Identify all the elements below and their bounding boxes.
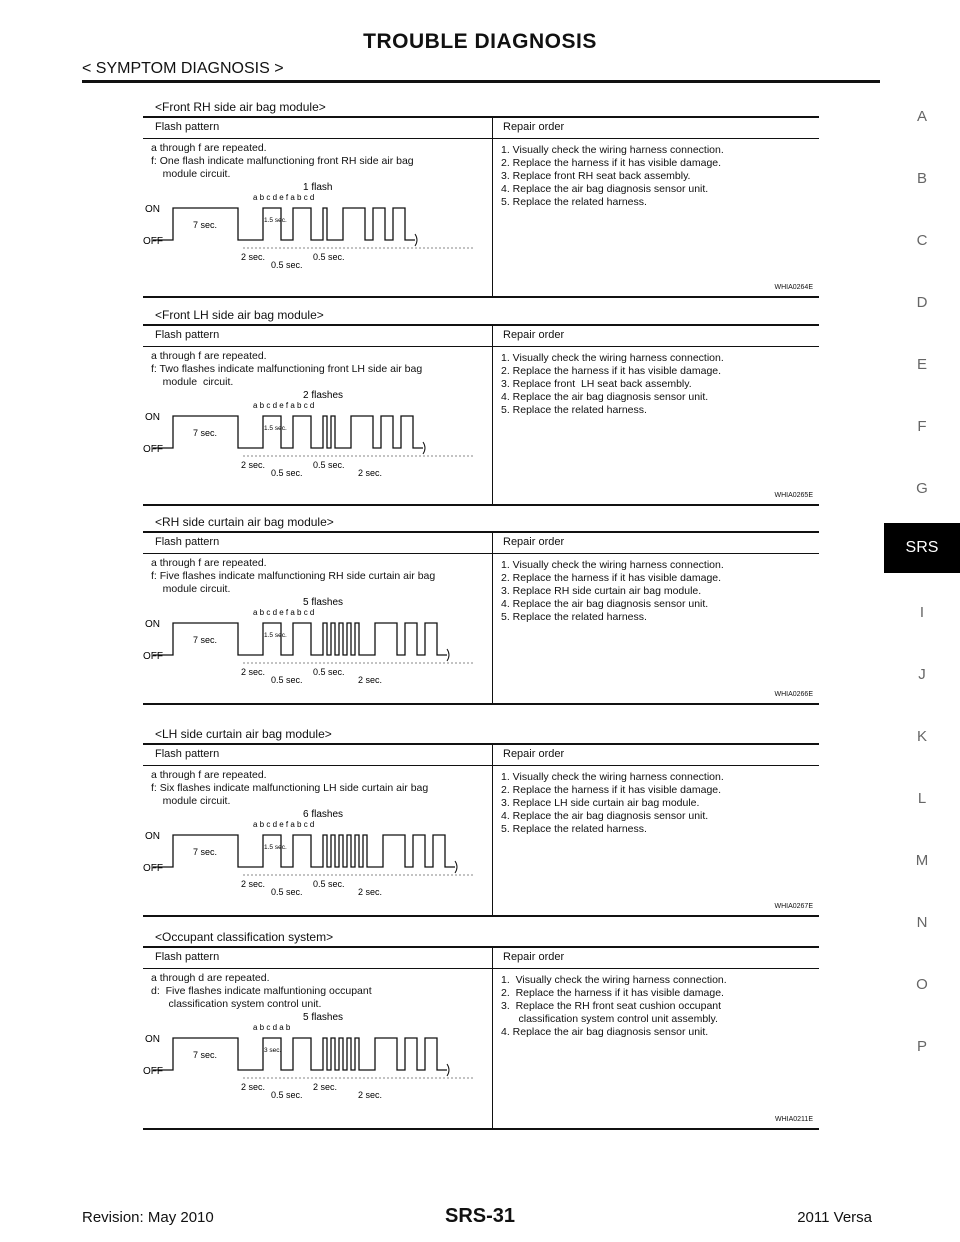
break-mark bbox=[447, 1064, 449, 1076]
duration-2sec-b: 2 sec. bbox=[358, 675, 383, 685]
break-mark bbox=[415, 234, 417, 246]
repair-step: 4. Replace the air bag diagnosis sensor unit. bbox=[501, 391, 709, 403]
duration-15sec: 3 sec. bbox=[264, 1047, 282, 1054]
col-repair-order: Repair order bbox=[503, 951, 565, 963]
flash-pattern-diagram bbox=[143, 1010, 492, 1126]
section-title: <Occupant classification system> bbox=[155, 930, 334, 944]
on-label: ON bbox=[145, 204, 160, 215]
flashes-label: 6 flashes bbox=[303, 809, 344, 820]
waveform-svg bbox=[143, 595, 483, 701]
duration-2sec: 2 sec. bbox=[241, 667, 266, 677]
flash-pattern-diagram bbox=[143, 595, 492, 701]
duration-05sec: 0.5 sec. bbox=[271, 468, 303, 478]
table-header bbox=[143, 745, 819, 766]
repair-step: 4. Replace the air bag diagnosis sensor unit. bbox=[501, 1026, 709, 1038]
repair-steps bbox=[501, 771, 724, 836]
repair-step: 1. Visually check the wiring harness connection. bbox=[501, 144, 724, 156]
col-repair-order: Repair order bbox=[503, 121, 565, 133]
repair-step: 1. Visually check the wiring harness connection. bbox=[501, 974, 727, 986]
repair-step: 2. Replace the harness if it has visible damage. bbox=[501, 157, 722, 169]
description-line: a through f are repeated. bbox=[151, 557, 267, 569]
description-line: f: Six flashes indicate malfunctioning LH side curtain air bag bbox=[151, 782, 429, 794]
tab-c[interactable]: C bbox=[916, 232, 928, 249]
column-divider bbox=[492, 118, 493, 296]
duration-05sec: 0.5 sec. bbox=[271, 1090, 303, 1100]
description-line: d: Five flashes indicate malfuntioning occupant bbox=[151, 985, 372, 997]
description-line: module circuit. bbox=[151, 583, 231, 595]
duration-2sec-b: 2 sec. bbox=[358, 887, 383, 897]
duration-05sec: 0.5 sec. bbox=[271, 260, 303, 270]
col-repair-order: Repair order bbox=[503, 329, 565, 341]
pattern-description bbox=[151, 769, 428, 808]
section-3 bbox=[143, 515, 819, 715]
tab-j[interactable]: J bbox=[918, 666, 926, 683]
figure-id: WHIA0211E bbox=[775, 1116, 813, 1123]
flash-table bbox=[143, 324, 819, 506]
tab-l[interactable]: L bbox=[917, 790, 927, 807]
repair-step: 5. Replace the related harness. bbox=[501, 196, 647, 208]
tab-p[interactable]: P bbox=[916, 1038, 927, 1055]
repair-step: 2. Replace the harness if it has visible damage. bbox=[501, 987, 724, 999]
description-line: a through d are repeated. bbox=[151, 972, 270, 984]
col-flash-pattern: Flash pattern bbox=[155, 329, 220, 341]
tab-m[interactable]: M bbox=[915, 852, 929, 869]
duration-7sec: 7 sec. bbox=[193, 428, 218, 438]
description-line: module circuit. bbox=[151, 795, 231, 807]
tab-k[interactable]: K bbox=[916, 728, 927, 745]
on-label: ON bbox=[145, 1034, 160, 1045]
duration-05sec-b: 0.5 sec. bbox=[313, 879, 345, 889]
flash-pattern-diagram bbox=[143, 807, 492, 913]
col-repair-order: Repair order bbox=[503, 748, 565, 760]
flashes-label: 1 flash bbox=[303, 182, 333, 193]
flash-table bbox=[143, 946, 819, 1130]
repair-step: 5. Replace the related harness. bbox=[501, 823, 647, 835]
duration-15sec: 1.5 sec. bbox=[264, 844, 287, 851]
figure-id: WHIA0267E bbox=[774, 903, 813, 910]
duration-2sec: 2 sec. bbox=[241, 252, 266, 262]
pattern-description bbox=[151, 972, 372, 1011]
phase-letters: a b c d e f a b c d bbox=[253, 401, 315, 410]
pattern-description bbox=[151, 557, 435, 596]
waveform-svg bbox=[143, 807, 483, 913]
table-header bbox=[143, 533, 819, 554]
duration-05sec-b: 0.5 sec. bbox=[313, 460, 345, 470]
description-line: module circuit. bbox=[151, 168, 231, 180]
tab-g[interactable]: G bbox=[916, 480, 928, 497]
repair-step: 2. Replace the harness if it has visible damage. bbox=[501, 572, 722, 584]
waveform-svg bbox=[143, 388, 483, 502]
repair-steps bbox=[501, 144, 724, 209]
section-title: <Front RH side air bag module> bbox=[155, 100, 326, 114]
description-line: a through f are repeated. bbox=[151, 769, 267, 781]
duration-05sec-b: 2 sec. bbox=[313, 1082, 338, 1092]
figure-id: WHIA0264E bbox=[774, 284, 813, 291]
flashes-label: 5 flashes bbox=[303, 1012, 344, 1023]
repair-step: 5. Replace the related harness. bbox=[501, 611, 647, 623]
footer-revision: Revision: May 2010 bbox=[82, 1209, 214, 1226]
duration-7sec: 7 sec. bbox=[193, 1050, 218, 1060]
off-label: OFF bbox=[143, 651, 163, 662]
on-label: ON bbox=[145, 831, 160, 842]
tab-o[interactable]: O bbox=[916, 976, 928, 993]
repair-steps bbox=[501, 559, 724, 624]
duration-15sec: 1.5 sec. bbox=[264, 217, 287, 224]
page-subtitle: < SYMPTOM DIAGNOSIS > bbox=[82, 60, 284, 77]
tab-e[interactable]: E bbox=[916, 356, 927, 373]
duration-7sec: 7 sec. bbox=[193, 220, 218, 230]
section-1 bbox=[143, 100, 819, 308]
break-mark bbox=[423, 442, 425, 454]
duration-05sec-b: 0.5 sec. bbox=[313, 667, 345, 677]
break-mark bbox=[455, 861, 457, 873]
waveform-svg bbox=[143, 1010, 483, 1126]
column-divider bbox=[492, 326, 493, 504]
repair-step: 5. Replace the related harness. bbox=[501, 404, 647, 416]
repair-step: 4. Replace the air bag diagnosis sensor unit. bbox=[501, 183, 709, 195]
flashes-label: 5 flashes bbox=[303, 597, 344, 608]
duration-2sec-b: 2 sec. bbox=[358, 468, 383, 478]
section-index-tabs bbox=[884, 0, 960, 1242]
repair-step: 3. Replace front LH seat back assembly. bbox=[501, 378, 692, 390]
tab-d[interactable]: D bbox=[916, 294, 928, 311]
duration-15sec: 1.5 sec. bbox=[264, 425, 287, 432]
duration-05sec: 0.5 sec. bbox=[271, 675, 303, 685]
repair-step: 1. Visually check the wiring harness connection. bbox=[501, 352, 724, 364]
flash-table bbox=[143, 116, 819, 298]
flash-pattern-diagram bbox=[143, 388, 492, 502]
section-5 bbox=[143, 930, 819, 1140]
table-header bbox=[143, 948, 819, 969]
header-rule bbox=[82, 80, 880, 83]
footer-page-number: SRS-31 bbox=[444, 1205, 516, 1227]
repair-step: 3. Replace front RH seat back assembly. bbox=[501, 170, 691, 182]
duration-2sec-b: 2 sec. bbox=[358, 1090, 383, 1100]
break-mark bbox=[447, 649, 449, 661]
col-flash-pattern: Flash pattern bbox=[155, 121, 220, 133]
duration-7sec: 7 sec. bbox=[193, 847, 218, 857]
pattern-description bbox=[151, 350, 422, 389]
column-divider bbox=[492, 745, 493, 915]
repair-step: classification system control unit assembly. bbox=[501, 1013, 718, 1025]
phase-letters: a b c d a b bbox=[253, 1023, 291, 1032]
tab-f[interactable]: F bbox=[917, 418, 927, 435]
tab-a[interactable]: A bbox=[916, 108, 927, 125]
flashes-label: 2 flashes bbox=[303, 390, 344, 401]
footer-model: 2011 Versa bbox=[797, 1209, 872, 1226]
section-title: <Front LH side air bag module> bbox=[155, 308, 324, 322]
column-divider bbox=[492, 533, 493, 703]
waveform-svg bbox=[143, 180, 483, 294]
off-label: OFF bbox=[143, 236, 163, 247]
duration-05sec: 0.5 sec. bbox=[271, 887, 303, 897]
duration-7sec: 7 sec. bbox=[193, 635, 218, 645]
figure-id: WHIA0265E bbox=[774, 492, 813, 499]
duration-15sec: 1.5 sec. bbox=[264, 632, 287, 639]
repair-steps bbox=[501, 352, 724, 417]
column-divider bbox=[492, 948, 493, 1128]
flash-table bbox=[143, 743, 819, 917]
section-4 bbox=[143, 727, 819, 927]
repair-step: 4. Replace the air bag diagnosis sensor unit. bbox=[501, 598, 709, 610]
section-2 bbox=[143, 308, 819, 516]
phase-letters: a b c d e f a b c d bbox=[253, 608, 315, 617]
repair-step: 3. Replace the RH front seat cushion occupant bbox=[501, 1000, 722, 1012]
repair-step: 1. Visually check the wiring harness connection. bbox=[501, 771, 724, 783]
repair-step: 4. Replace the air bag diagnosis sensor unit. bbox=[501, 810, 709, 822]
repair-step: 1. Visually check the wiring harness connection. bbox=[501, 559, 724, 571]
tab-n[interactable]: N bbox=[916, 914, 928, 931]
table-header bbox=[143, 118, 819, 139]
repair-step: 2. Replace the harness if it has visible damage. bbox=[501, 784, 722, 796]
repair-step: 3. Replace RH side curtain air bag module. bbox=[501, 585, 702, 597]
col-flash-pattern: Flash pattern bbox=[155, 748, 220, 760]
figure-id: WHIA0266E bbox=[774, 691, 813, 698]
tab-b[interactable]: B bbox=[916, 170, 927, 187]
section-title: <RH side curtain air bag module> bbox=[155, 515, 334, 529]
description-line: classification system control unit. bbox=[151, 998, 322, 1010]
col-repair-order: Repair order bbox=[503, 536, 565, 548]
pattern-description bbox=[151, 142, 414, 181]
table-header bbox=[143, 326, 819, 347]
off-label: OFF bbox=[143, 863, 163, 874]
on-label: ON bbox=[145, 412, 160, 423]
duration-2sec: 2 sec. bbox=[241, 460, 266, 470]
col-flash-pattern: Flash pattern bbox=[155, 951, 220, 963]
duration-2sec: 2 sec. bbox=[241, 879, 266, 889]
repair-steps bbox=[501, 974, 727, 1039]
tab-i[interactable]: I bbox=[919, 604, 925, 621]
phase-letters: a b c d e f a b c d bbox=[253, 193, 315, 202]
description-line: a through f are repeated. bbox=[151, 142, 267, 154]
description-line: f: One flash indicate malfunctioning front RH side air bag bbox=[151, 155, 414, 167]
off-label: OFF bbox=[143, 444, 163, 455]
description-line: f: Two flashes indicate malfunctioning front LH side air bag bbox=[151, 363, 423, 375]
duration-2sec: 2 sec. bbox=[241, 1082, 266, 1092]
page-title: TROUBLE DIAGNOSIS bbox=[363, 30, 597, 53]
on-label: ON bbox=[145, 619, 160, 630]
duration-05sec-b: 0.5 sec. bbox=[313, 252, 345, 262]
repair-step: 2. Replace the harness if it has visible damage. bbox=[501, 365, 722, 377]
description-line: a through f are repeated. bbox=[151, 350, 267, 362]
repair-step: 3. Replace LH side curtain air bag module. bbox=[501, 797, 700, 809]
flash-pattern-diagram bbox=[143, 180, 492, 294]
description-line: module circuit. bbox=[151, 376, 234, 388]
phase-letters: a b c d e f a b c d bbox=[253, 820, 315, 829]
tab-srs-active[interactable]: SRS bbox=[884, 523, 960, 573]
col-flash-pattern: Flash pattern bbox=[155, 536, 220, 548]
off-label: OFF bbox=[143, 1066, 163, 1077]
flash-table bbox=[143, 531, 819, 705]
section-title: <LH side curtain air bag module> bbox=[155, 727, 332, 741]
description-line: f: Five flashes indicate malfunctioning RH side curtain air bag bbox=[151, 570, 436, 582]
